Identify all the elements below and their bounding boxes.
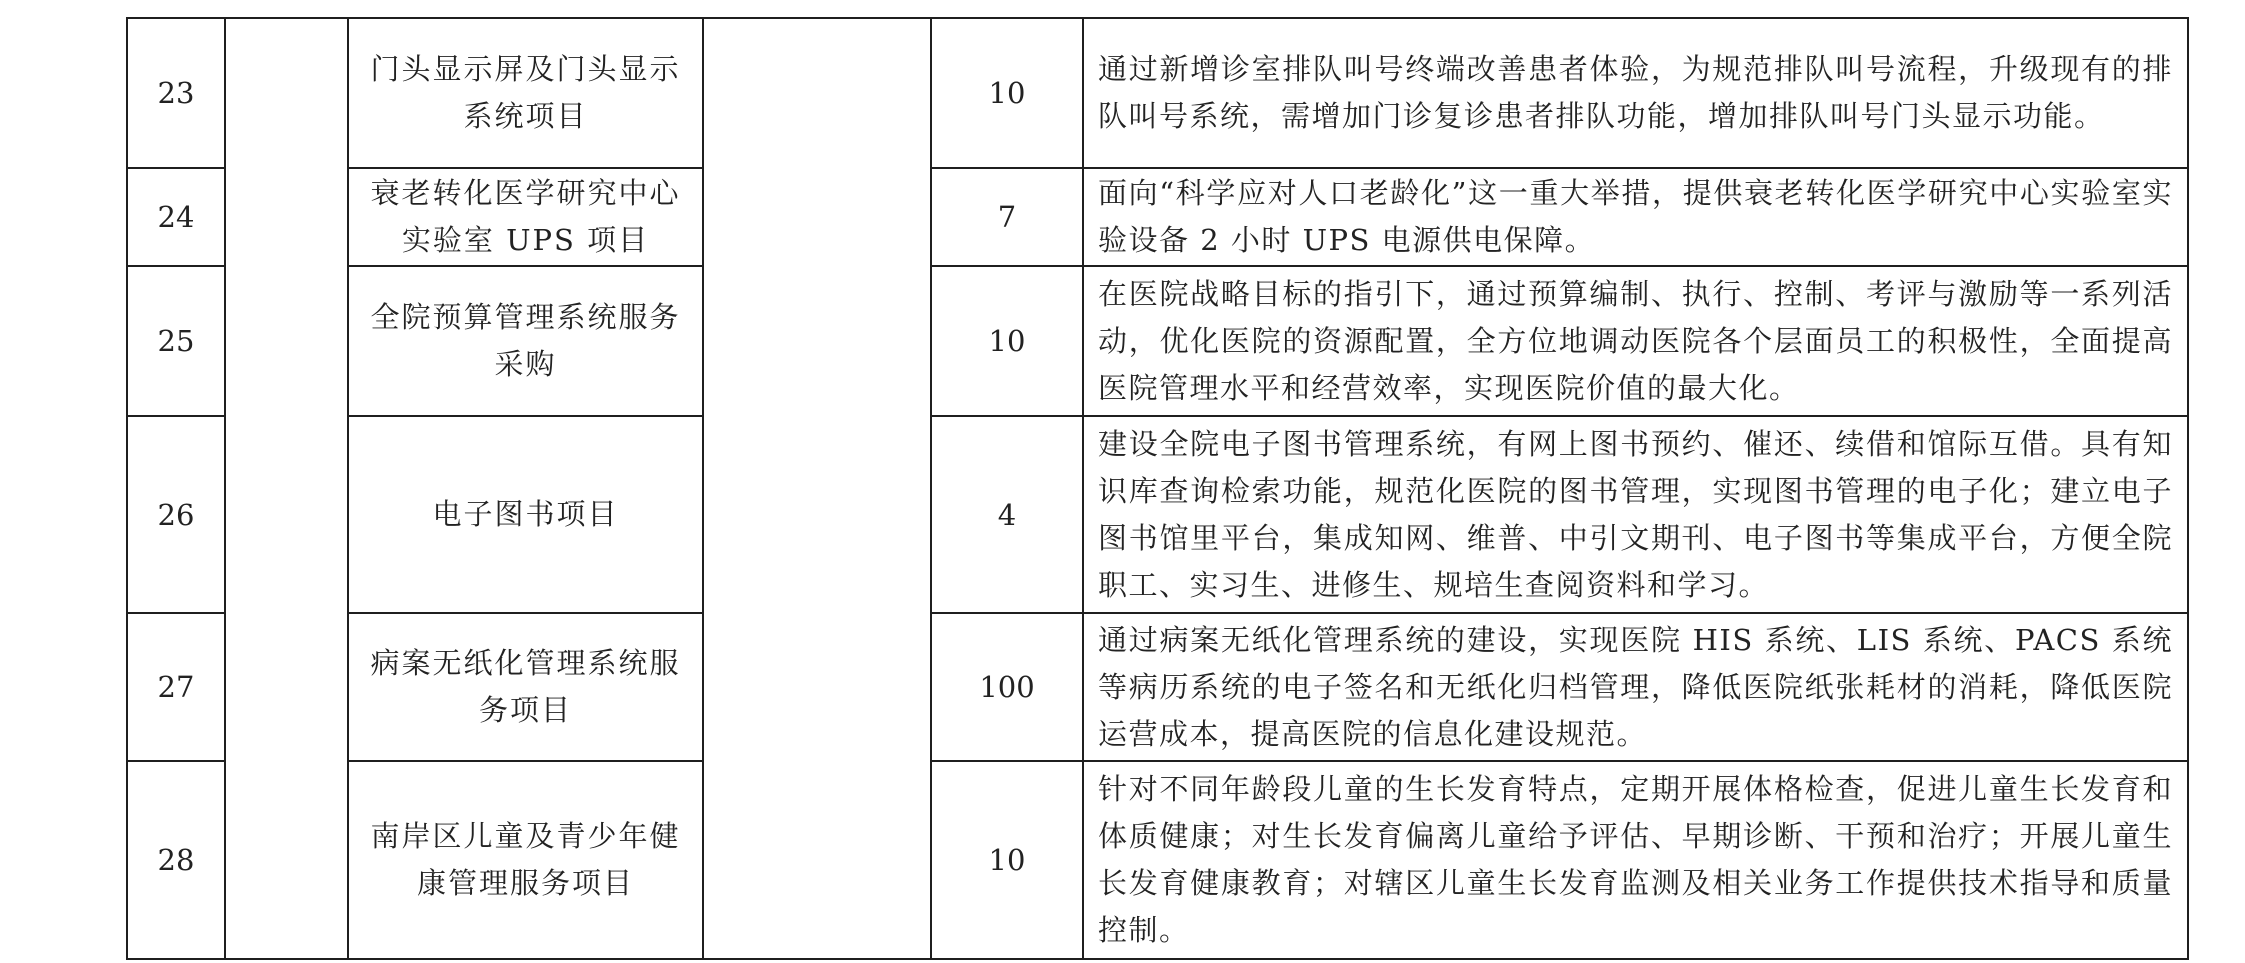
project-description: 在医院战略目标的指引下，通过预算编制、执行、控制、考评与激励等一系列活动，优化医院的资源配置，全方位地调动医院各个层面员工的积极性，全面提高医院管理水平和经营效率，实现医院价值的最大化。 — [1083, 266, 2188, 416]
project-name: 电子图书项目 — [348, 416, 703, 613]
project-description: 面向“科学应对人口老龄化”这一重大举措，提供衰老转化医学研究中心实验室实验设备 2 小时 UPS 电源供电保障。 — [1083, 168, 2188, 266]
project-name: 衰老转化医学研究中心实验室 UPS 项目 — [348, 168, 703, 266]
row-number: 24 — [127, 168, 225, 266]
project-description: 建设全院电子图书管理系统，有网上图书预约、催还、续借和馆际互借。具有知识库查询检索功能，规范化医院的图书管理，实现图书管理的电子化；建立电子图书馆里平台，集成知网、维普、中引文期刊、电子图书等集成平台，方便全院职工、实习生、进修生、规培生查阅资料和学习。 — [1083, 416, 2188, 613]
amount: 10 — [931, 761, 1083, 959]
row-number: 27 — [127, 613, 225, 761]
project-table — [126, 17, 2189, 960]
amount: 10 — [931, 266, 1083, 416]
row-number: 23 — [127, 18, 225, 168]
row-number: 26 — [127, 416, 225, 613]
amount: 10 — [931, 18, 1083, 168]
blank-cell — [703, 18, 931, 959]
table-row — [127, 761, 2188, 959]
table-row — [127, 266, 2188, 416]
project-description: 通过病案无纸化管理系统的建设，实现医院 HIS 系统、LIS 系统、PACS 系统等病历系统的电子签名和无纸化归档管理，降低医院纸张耗材的消耗，降低医院运营成本，提高医院的信息化建设规范。 — [1083, 613, 2188, 761]
project-name: 病案无纸化管理系统服务项目 — [348, 613, 703, 761]
amount: 100 — [931, 613, 1083, 761]
table-row — [127, 168, 2188, 266]
row-number: 25 — [127, 266, 225, 416]
category-cell — [225, 18, 348, 959]
table-row — [127, 18, 2188, 168]
row-number: 28 — [127, 761, 225, 959]
project-description: 针对不同年龄段儿童的生长发育特点，定期开展体格检查，促进儿童生长发育和体质健康；对生长发育偏离儿童给予评估、早期诊断、干预和治疗；开展儿童生长发育健康教育；对辖区儿童生长发育监测及相关业务工作提供技术指导和质量控制。 — [1083, 761, 2188, 959]
table-row — [127, 613, 2188, 761]
table-row — [127, 416, 2188, 613]
amount: 4 — [931, 416, 1083, 613]
amount: 7 — [931, 168, 1083, 266]
project-description: 通过新增诊室排队叫号终端改善患者体验，为规范排队叫号流程，升级现有的排队叫号系统，需增加门诊复诊患者排队功能，增加排队叫号门头显示功能。 — [1083, 18, 2188, 168]
project-name: 全院预算管理系统服务采购 — [348, 266, 703, 416]
project-name: 门头显示屏及门头显示系统项目 — [348, 18, 703, 168]
project-name: 南岸区儿童及青少年健康管理服务项目 — [348, 761, 703, 959]
